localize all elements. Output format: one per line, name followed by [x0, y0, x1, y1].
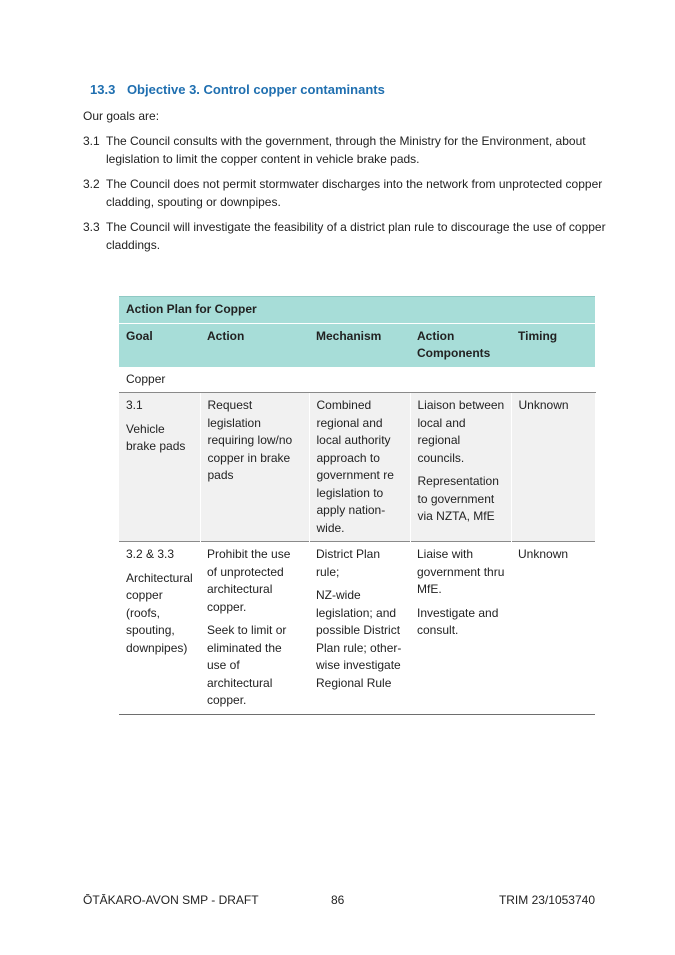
intro-text: Our goals are:: [83, 109, 160, 123]
column-header: Timing: [511, 323, 595, 367]
section-label: Copper: [119, 367, 595, 393]
table-title-row: [119, 297, 595, 324]
table-row: [119, 393, 595, 542]
table-section-row: [119, 367, 595, 393]
cell-text: Investigate and consult.: [417, 605, 499, 637]
goal-cell: [119, 393, 200, 542]
table-header-row: [119, 323, 595, 367]
goal-item: [83, 176, 626, 211]
cell-text: Representation to government via NZTA, MfE: [417, 474, 499, 523]
goal-item: [83, 133, 626, 168]
cell-text: Architectural copper (roofs, spouting, downpipes): [126, 570, 193, 655]
footer-document-title: ŌTĀKARO-AVON SMP - DRAFT: [83, 893, 259, 907]
goal-number: 3.1: [83, 134, 100, 148]
cell-text: NZ-wide legislation; and possible District Plan rule; other-wise investigate Regional Rule: [316, 588, 402, 690]
components-cell: [410, 542, 511, 715]
footer-trim-reference: TRIM 23/1053740: [498, 893, 595, 907]
components-cell: [410, 393, 511, 542]
goal-text: The Council does not permit stormwater discharges into the network from unprotected copper cladding, spouting or downpipes.: [106, 177, 603, 209]
goal-cell: [119, 542, 200, 715]
action-plan-table: [119, 296, 596, 715]
goal-number: 3.3: [83, 220, 100, 234]
column-header: Action Components: [410, 323, 511, 367]
goal-text: The Council will investigate the feasibility of a district plan rule to discourage the use of copper claddings.: [106, 220, 606, 252]
cell-text: Liaise with government thru MfE.: [417, 547, 505, 596]
timing-cell: Unknown: [511, 393, 595, 542]
mechanism-cell: [309, 393, 410, 542]
mechanism-cell: [309, 542, 410, 715]
cell-text: Vehicle brake pads: [126, 421, 186, 453]
column-header: Action: [200, 323, 309, 367]
cell-text: 3.1: [126, 398, 143, 412]
goal-number: 3.2: [83, 177, 100, 191]
action-cell: [200, 393, 309, 542]
footer-page-number: 86: [331, 893, 345, 907]
action-cell: [200, 542, 309, 715]
section-title: Objective 3. Control copper contaminants: [126, 82, 385, 97]
cell-text: Combined regional and local authority approach to government re legislation to apply nation-wide.: [316, 398, 394, 535]
column-header: Mechanism: [309, 323, 410, 367]
section-number: 13.3: [90, 82, 116, 97]
goal-item: [83, 219, 626, 254]
table-title: Action Plan for Copper: [119, 297, 595, 324]
cell-text: Liaison between local and regional councils.: [417, 398, 505, 465]
timing-cell: Unknown: [511, 542, 595, 715]
cell-text: Prohibit the use of unprotected architectural copper.: [207, 547, 291, 614]
cell-text: Seek to limit or eliminated the use of architectural copper.: [207, 623, 287, 707]
section-heading: [90, 82, 385, 97]
table-row: [119, 542, 595, 715]
cell-text: Request legislation requiring low/no copper in brake pads: [207, 398, 293, 482]
column-header: Goal: [119, 323, 200, 367]
goal-text: The Council consults with the government, through the Ministry for the Environment, about legislation to limit the copper content in vehicle brake pads.: [106, 134, 586, 166]
cell-text: 3.2 & 3.3: [126, 547, 175, 561]
cell-text: District Plan rule;: [316, 547, 381, 579]
